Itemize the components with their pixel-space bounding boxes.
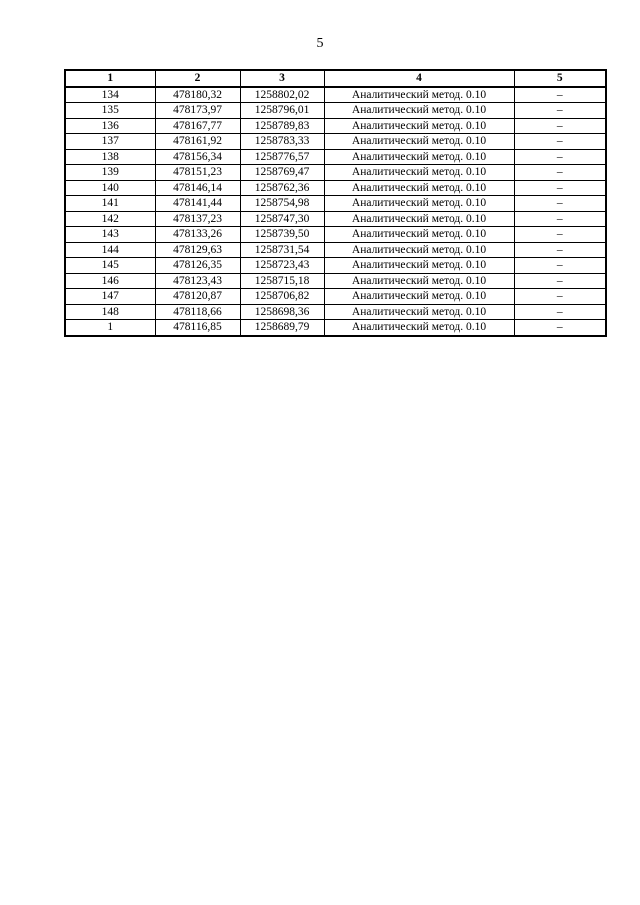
x-coordinate-cell: 478173,97 (155, 103, 240, 119)
y-coordinate-cell: 1258706,82 (240, 289, 324, 305)
point-number-cell: 142 (65, 211, 155, 227)
table-row (65, 165, 606, 181)
note-cell: – (514, 273, 606, 289)
point-number-cell: 147 (65, 289, 155, 305)
y-coordinate-cell: 1258789,83 (240, 118, 324, 134)
note-cell: – (514, 180, 606, 196)
y-coordinate-cell: 1258723,43 (240, 258, 324, 274)
y-coordinate-cell: 1258754,98 (240, 196, 324, 212)
note-cell: – (514, 165, 606, 181)
method-accuracy-cell: Аналитический метод. 0.10 (324, 103, 514, 119)
note-cell: – (514, 242, 606, 258)
x-coordinate-cell: 478118,66 (155, 304, 240, 320)
method-accuracy-cell: Аналитический метод. 0.10 (324, 196, 514, 212)
note-cell: – (514, 289, 606, 305)
table-row (65, 211, 606, 227)
table-row (65, 258, 606, 274)
method-accuracy-cell: Аналитический метод. 0.10 (324, 273, 514, 289)
x-coordinate-cell: 478133,26 (155, 227, 240, 243)
header-row (65, 70, 606, 87)
note-cell: – (514, 134, 606, 150)
y-coordinate-cell: 1258698,36 (240, 304, 324, 320)
point-number-cell: 135 (65, 103, 155, 119)
y-coordinate-cell: 1258715,18 (240, 273, 324, 289)
method-accuracy-cell: Аналитический метод. 0.10 (324, 118, 514, 134)
method-accuracy-cell: Аналитический метод. 0.10 (324, 289, 514, 305)
point-number-cell: 134 (65, 87, 155, 103)
table-row (65, 242, 606, 258)
note-cell: – (514, 304, 606, 320)
y-coordinate-cell: 1258776,57 (240, 149, 324, 165)
point-number-cell: 141 (65, 196, 155, 212)
table-row (65, 118, 606, 134)
note-cell: – (514, 211, 606, 227)
method-accuracy-cell: Аналитический метод. 0.10 (324, 258, 514, 274)
x-coordinate-cell: 478116,85 (155, 320, 240, 336)
point-number-cell: 138 (65, 149, 155, 165)
table-row (65, 196, 606, 212)
y-coordinate-cell: 1258747,30 (240, 211, 324, 227)
y-coordinate-cell: 1258802,02 (240, 87, 324, 103)
x-coordinate-cell: 478146,14 (155, 180, 240, 196)
table-row (65, 134, 606, 150)
point-number-cell: 146 (65, 273, 155, 289)
header-cell-5: 5 (514, 70, 606, 87)
note-cell: – (514, 258, 606, 274)
y-coordinate-cell: 1258731,54 (240, 242, 324, 258)
x-coordinate-cell: 478167,77 (155, 118, 240, 134)
coordinates-table (64, 69, 607, 337)
y-coordinate-cell: 1258689,79 (240, 320, 324, 336)
note-cell: – (514, 118, 606, 134)
note-cell: – (514, 227, 606, 243)
table-row (65, 289, 606, 305)
page-number: 5 (316, 36, 324, 51)
point-number-cell: 145 (65, 258, 155, 274)
x-coordinate-cell: 478180,32 (155, 87, 240, 103)
header-cell-1: 1 (65, 70, 155, 87)
note-cell: – (514, 196, 606, 212)
method-accuracy-cell: Аналитический метод. 0.10 (324, 304, 514, 320)
table-row (65, 273, 606, 289)
x-coordinate-cell: 478126,35 (155, 258, 240, 274)
header-cell-4: 4 (324, 70, 514, 87)
table-header (65, 70, 606, 87)
point-number-cell: 144 (65, 242, 155, 258)
method-accuracy-cell: Аналитический метод. 0.10 (324, 320, 514, 336)
x-coordinate-cell: 478156,34 (155, 149, 240, 165)
table-body (65, 87, 606, 336)
note-cell: – (514, 103, 606, 119)
x-coordinate-cell: 478141,44 (155, 196, 240, 212)
point-number-cell: 140 (65, 180, 155, 196)
table-row (65, 304, 606, 320)
method-accuracy-cell: Аналитический метод. 0.10 (324, 87, 514, 103)
point-number-cell: 143 (65, 227, 155, 243)
table-row (65, 87, 606, 103)
point-number-cell: 136 (65, 118, 155, 134)
x-coordinate-cell: 478120,87 (155, 289, 240, 305)
x-coordinate-cell: 478137,23 (155, 211, 240, 227)
method-accuracy-cell: Аналитический метод. 0.10 (324, 134, 514, 150)
y-coordinate-cell: 1258762,36 (240, 180, 324, 196)
table-row (65, 180, 606, 196)
table-row (65, 103, 606, 119)
header-cell-3: 3 (240, 70, 324, 87)
table-row (65, 227, 606, 243)
table-row (65, 149, 606, 165)
point-number-cell: 148 (65, 304, 155, 320)
table-row (65, 320, 606, 336)
method-accuracy-cell: Аналитический метод. 0.10 (324, 211, 514, 227)
method-accuracy-cell: Аналитический метод. 0.10 (324, 149, 514, 165)
note-cell: – (514, 87, 606, 103)
x-coordinate-cell: 478161,92 (155, 134, 240, 150)
y-coordinate-cell: 1258769,47 (240, 165, 324, 181)
x-coordinate-cell: 478129,63 (155, 242, 240, 258)
y-coordinate-cell: 1258739,50 (240, 227, 324, 243)
point-number-cell: 1 (65, 320, 155, 336)
point-number-cell: 137 (65, 134, 155, 150)
y-coordinate-cell: 1258783,33 (240, 134, 324, 150)
x-coordinate-cell: 478151,23 (155, 165, 240, 181)
method-accuracy-cell: Аналитический метод. 0.10 (324, 165, 514, 181)
x-coordinate-cell: 478123,43 (155, 273, 240, 289)
note-cell: – (514, 149, 606, 165)
method-accuracy-cell: Аналитический метод. 0.10 (324, 180, 514, 196)
method-accuracy-cell: Аналитический метод. 0.10 (324, 242, 514, 258)
point-number-cell: 139 (65, 165, 155, 181)
header-cell-2: 2 (155, 70, 240, 87)
method-accuracy-cell: Аналитический метод. 0.10 (324, 227, 514, 243)
y-coordinate-cell: 1258796,01 (240, 103, 324, 119)
note-cell: – (514, 320, 606, 336)
